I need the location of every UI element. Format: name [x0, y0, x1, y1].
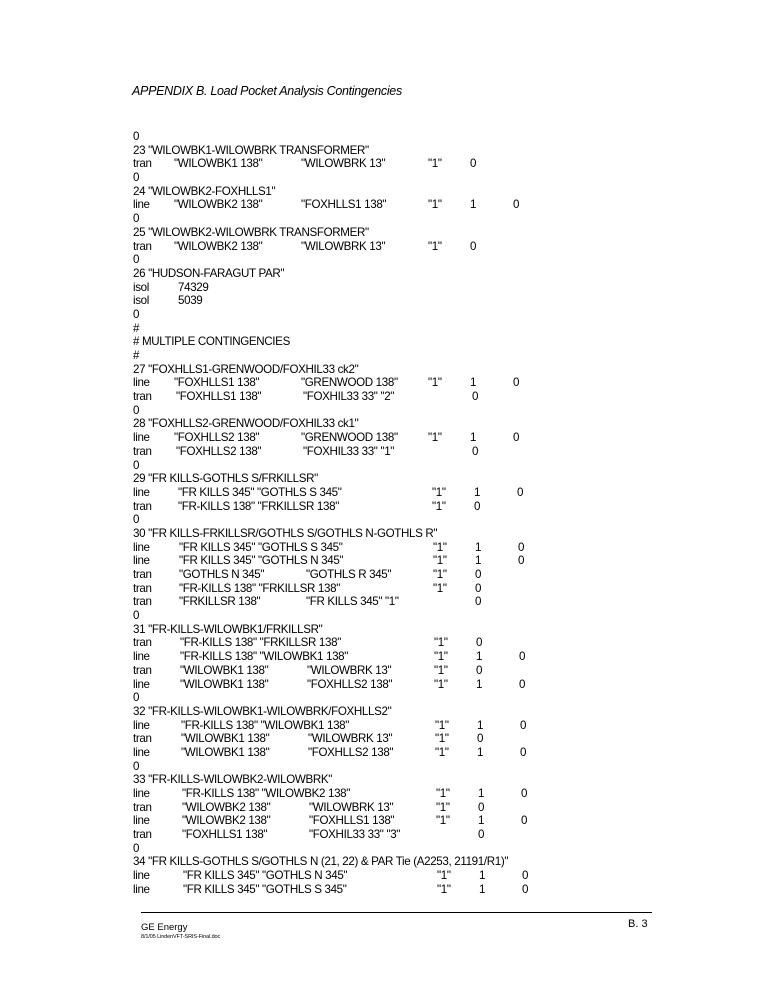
line-text: 31 "FR-KILLS-WILOWBK1/FRKILLSR": [133, 622, 323, 636]
from-bus: "FR KILLS 345" "GOTHLS N 345": [179, 554, 344, 568]
to-bus: "FOXHLLS2 138": [307, 677, 393, 691]
contingency-record: [133, 500, 753, 514]
status-flag: 1: [470, 431, 477, 445]
status-flag: 1: [479, 882, 486, 896]
listing-line: [133, 760, 753, 774]
element-type: line: [133, 882, 150, 896]
from-bus: "FOXHLLS1 138": [182, 828, 268, 842]
status-flag: 0: [475, 581, 482, 595]
bus-number: 74329: [178, 280, 209, 294]
circuit-id: "1": [428, 198, 442, 212]
from-bus: "WILOWBK1 138": [181, 732, 270, 746]
listing-line: [133, 335, 753, 349]
to-bus: "WILOWBRK 13": [301, 157, 386, 171]
listing-line: [133, 144, 753, 158]
from-bus: "WILOWBK2 138": [174, 198, 263, 212]
circuit-id: "1": [428, 376, 442, 390]
status-flag: 1: [477, 745, 484, 759]
to-bus: "GOTHLS R 345": [306, 568, 392, 581]
line-text: 29 "FR KILLS-GOTHLS S/FRKILLSR": [133, 472, 318, 486]
status-flag-2: 0: [521, 787, 528, 800]
from-bus: "FOXHLLS1 138": [174, 376, 260, 390]
element-type: tran: [133, 581, 152, 595]
from-bus: "FR-KILLS 138" "FRKILLSR 138": [178, 499, 339, 513]
from-bus: "FR KILLS 345" "GOTHLS S 345": [183, 882, 347, 896]
status-flag: 1: [477, 718, 484, 732]
circuit-id: "1": [432, 499, 446, 513]
circuit-id: "1": [428, 239, 442, 253]
line-text: 0: [133, 171, 140, 185]
from-bus: "FRKILLSR 138": [179, 595, 261, 609]
bus-number: 5039: [178, 294, 203, 308]
listing-line: [133, 212, 753, 226]
status-flag: 0: [476, 636, 483, 650]
contingency-record: [133, 554, 753, 568]
line-text: 23 "WILOWBK1-WILOWBRK TRANSFORMER": [133, 143, 369, 157]
from-bus: "FR KILLS 345" "GOTHLS N 345": [183, 869, 348, 883]
listing-line: [133, 842, 753, 856]
line-text: 0: [133, 691, 140, 705]
status-flag-2: 0: [518, 540, 525, 554]
element-type: tran: [133, 663, 152, 677]
listing-line: [133, 308, 753, 322]
listing-line: [133, 363, 753, 377]
appendix-header: APPENDIX B. Load Pocket Analysis Contingencies: [132, 84, 402, 98]
line-text: 30 "FR KILLS-FRKILLSR/GOTHLS S/GOTHLS N-GOTHLS R": [133, 526, 438, 540]
from-bus: "WILOWBK1 138": [180, 677, 269, 691]
element-type: tran: [133, 390, 152, 404]
status-flag-2: 0: [513, 376, 520, 390]
element-type: line: [133, 787, 150, 800]
to-bus: "FOXHIL33 33" "3": [309, 828, 401, 842]
status-flag: 0: [474, 499, 481, 513]
line-text: 0: [133, 458, 140, 472]
element-type: tran: [133, 568, 152, 581]
contingency-record: [133, 486, 753, 500]
status-flag-2: 0: [519, 650, 526, 664]
status-flag-2: 0: [513, 431, 520, 445]
element-type: tran: [133, 595, 152, 609]
contingency-record: [133, 582, 753, 596]
contingency-record: [133, 869, 753, 883]
circuit-id: "1": [435, 718, 449, 732]
contingency-record: [133, 732, 753, 746]
element-type: tran: [133, 828, 152, 842]
listing-line: [133, 417, 753, 431]
circuit-id: "1": [432, 485, 446, 499]
footer-company: GE Energy: [141, 922, 188, 933]
line-text: 0: [133, 403, 140, 417]
listing-line: [133, 691, 753, 705]
line-text: 0: [133, 513, 140, 527]
contingency-record: [133, 240, 753, 254]
from-bus: "WILOWBK2 138": [182, 814, 271, 828]
status-flag: 0: [478, 828, 485, 842]
to-bus: "GRENWOOD 138": [301, 431, 398, 445]
status-flag-2: 0: [521, 814, 528, 828]
element-type: line: [133, 485, 150, 499]
element-type: line: [133, 869, 150, 883]
to-bus: "WILOWBRK 13": [309, 800, 394, 814]
contingency-record: [133, 431, 753, 445]
circuit-id: "1": [437, 869, 451, 883]
element-type: line: [133, 718, 150, 732]
from-bus: "GOTHLS N 345": [179, 568, 265, 581]
status-flag: 0: [478, 800, 485, 814]
line-text: 0: [133, 253, 140, 267]
line-text: 0: [133, 609, 140, 623]
from-bus: "FR-KILLS 138" "WILOWBK2 138": [182, 787, 351, 800]
to-bus: "FOXHIL33 33" "2": [303, 390, 395, 404]
line-text: 28 "FOXHLLS2-GRENWOOD/FOXHIL33 ck1": [133, 417, 359, 431]
listing-line: [133, 130, 753, 144]
line-text: 0: [133, 841, 140, 855]
listing-line: [133, 773, 753, 787]
contingency-record: [133, 445, 753, 459]
element-type: line: [133, 814, 150, 828]
contingency-record: [133, 390, 753, 404]
listing-line: [133, 623, 753, 637]
to-bus: "FOXHLLS1 138": [301, 198, 387, 212]
contingency-listing: [133, 130, 753, 897]
status-flag: 0: [475, 595, 482, 609]
status-flag: 0: [470, 157, 477, 171]
to-bus: "WILOWBRK 13": [307, 663, 392, 677]
element-type: isol: [133, 280, 149, 294]
status-flag: 0: [475, 568, 482, 581]
circuit-id: "1": [435, 745, 449, 759]
to-bus: "WILOWBRK 13": [301, 239, 386, 253]
element-type: line: [133, 677, 150, 691]
status-flag: 1: [478, 814, 485, 828]
footer-divider: [141, 912, 652, 913]
contingency-record: [133, 650, 753, 664]
from-bus: "WILOWBK1 138": [174, 157, 263, 171]
status-flag: 1: [476, 677, 483, 691]
circuit-id: "1": [433, 581, 447, 595]
circuit-id: "1": [428, 431, 442, 445]
line-text: 0: [133, 212, 140, 226]
contingency-record: [133, 883, 753, 897]
element-type: tran: [133, 800, 152, 814]
circuit-id: "1": [433, 568, 447, 581]
line-text: 25 "WILOWBK2-WILOWBRK TRANSFORMER": [133, 225, 369, 239]
from-bus: "FR-KILLS 138" "FRKILLSR 138": [180, 636, 341, 650]
listing-line: [133, 609, 753, 623]
to-bus: "GRENWOOD 138": [301, 376, 398, 390]
listing-line: [133, 513, 753, 527]
status-flag: 1: [470, 198, 477, 212]
line-text: 24 "WILOWBK2-FOXHLLS1": [133, 184, 276, 198]
status-flag-2: 0: [519, 677, 526, 691]
contingency-record: [133, 595, 753, 609]
status-flag: 1: [478, 787, 485, 800]
element-type: tran: [133, 157, 152, 171]
circuit-id: "1": [436, 814, 450, 828]
from-bus: "FR KILLS 345" "GOTHLS S 345": [178, 485, 342, 499]
element-type: isol: [133, 294, 149, 308]
listing-line: [133, 185, 753, 199]
listing-line: [133, 267, 753, 281]
from-bus: "FR-KILLS 138" "FRKILLSR 138": [179, 581, 340, 595]
status-flag-2: 0: [520, 718, 527, 732]
element-type: tran: [133, 239, 152, 253]
element-type: line: [133, 554, 150, 568]
to-bus: "FOXHLLS1 138": [309, 814, 395, 828]
to-bus: "FOXHLLS2 138": [308, 745, 394, 759]
element-type: line: [133, 540, 150, 554]
circuit-id: "1": [434, 663, 448, 677]
contingency-record: [133, 157, 753, 171]
contingency-record: [133, 814, 753, 828]
status-flag: 1: [475, 540, 482, 554]
status-flag-2: 0: [513, 198, 520, 212]
listing-line: [133, 855, 753, 869]
circuit-id: "1": [433, 554, 447, 568]
line-text: #: [133, 349, 140, 362]
line-text: 0: [133, 759, 140, 773]
contingency-record: [133, 664, 753, 678]
element-type: tran: [133, 444, 152, 458]
from-bus: "FOXHLLS2 138": [176, 444, 262, 458]
listing-line: [133, 404, 753, 418]
circuit-id: "1": [436, 787, 450, 800]
status-flag: 0: [470, 239, 477, 253]
contingency-record: [133, 746, 753, 760]
line-text: 0: [133, 130, 140, 143]
contingency-record: [133, 678, 753, 692]
status-flag: 0: [476, 663, 483, 677]
element-type: tran: [133, 636, 152, 650]
contingency-record: [133, 568, 753, 582]
from-bus: "FOXHLLS2 138": [174, 431, 260, 445]
listing-line: [133, 171, 753, 185]
line-text: 32 "FR-KILLS-WILOWBK1-WILOWBRK/FOXHLLS2": [133, 704, 392, 718]
listing-line: [133, 472, 753, 486]
circuit-id: "1": [434, 650, 448, 664]
from-bus: "FR-KILLS 138" "WILOWBK1 138": [180, 650, 349, 664]
element-type: line: [133, 650, 150, 664]
status-flag: 0: [477, 732, 484, 746]
status-flag: 1: [474, 485, 481, 499]
line-text: #: [133, 321, 140, 335]
circuit-id: "1": [435, 732, 449, 746]
element-type: tran: [133, 499, 152, 513]
page-number: B. 3: [628, 918, 648, 930]
circuit-id: "1": [437, 882, 451, 896]
status-flag: 1: [475, 554, 482, 568]
listing-line: [133, 349, 753, 363]
contingency-record: [133, 636, 753, 650]
listing-line: [133, 459, 753, 473]
footer-document-name: 8/1/05 LindenVFT-SRIS-Final.doc: [141, 934, 221, 940]
from-bus: "WILOWBK1 138": [180, 663, 269, 677]
line-text: 27 "FOXHLLS1-GRENWOOD/FOXHIL33 ck2": [133, 362, 359, 376]
from-bus: "FR KILLS 345" "GOTHLS S 345": [179, 540, 343, 554]
circuit-id: "1": [436, 800, 450, 814]
status-flag-2: 0: [522, 869, 529, 883]
contingency-record: [133, 801, 753, 815]
status-flag: 1: [476, 650, 483, 664]
element-type: line: [133, 198, 150, 212]
line-text: 33 "FR-KILLS-WILOWBK2-WILOWBRK": [133, 773, 333, 787]
line-text: 26 "HUDSON-FARAGUT PAR": [133, 266, 285, 280]
contingency-record: [133, 719, 753, 733]
status-flag: 0: [472, 390, 479, 404]
element-type: line: [133, 745, 150, 759]
element-type: line: [133, 376, 150, 390]
contingency-record: [133, 198, 753, 212]
contingency-record: [133, 787, 753, 801]
circuit-id: "1": [428, 157, 442, 171]
from-bus: "FOXHLLS1 138": [176, 390, 262, 404]
from-bus: "WILOWBK2 138": [182, 800, 271, 814]
status-flag: 0: [472, 444, 479, 458]
to-bus: "FR KILLS 345" "1": [306, 595, 399, 609]
contingency-record: [133, 541, 753, 555]
line-text: # MULTIPLE CONTINGENCIES: [133, 335, 290, 349]
element-type: tran: [133, 732, 152, 746]
listing-line: [133, 705, 753, 719]
contingency-record: [133, 281, 753, 295]
status-flag-2: 0: [520, 745, 527, 759]
status-flag-2: 0: [518, 554, 525, 568]
from-bus: "WILOWBK1 138": [181, 745, 270, 759]
circuit-id: "1": [434, 677, 448, 691]
contingency-record: [133, 828, 753, 842]
contingency-record: [133, 376, 753, 390]
status-flag-2: 0: [522, 882, 529, 896]
element-type: line: [133, 431, 150, 445]
line-text: 34 "FR KILLS-GOTHLS S/GOTHLS N (21, 22) & PAR Tie (A2253, 21191/R1)": [133, 855, 509, 869]
circuit-id: "1": [433, 540, 447, 554]
listing-line: [133, 527, 753, 541]
listing-line: [133, 253, 753, 267]
circuit-id: "1": [434, 636, 448, 650]
line-text: 0: [133, 307, 140, 321]
contingency-record: [133, 294, 753, 308]
status-flag-2: 0: [517, 485, 524, 499]
to-bus: "WILOWBRK 13": [308, 732, 393, 746]
from-bus: "FR-KILLS 138" "WILOWBK1 138": [181, 718, 350, 732]
listing-line: [133, 226, 753, 240]
status-flag: 1: [470, 376, 477, 390]
from-bus: "WILOWBK2 138": [174, 239, 263, 253]
status-flag: 1: [479, 869, 486, 883]
listing-line: [133, 322, 753, 336]
to-bus: "FOXHIL33 33" "1": [303, 444, 395, 458]
